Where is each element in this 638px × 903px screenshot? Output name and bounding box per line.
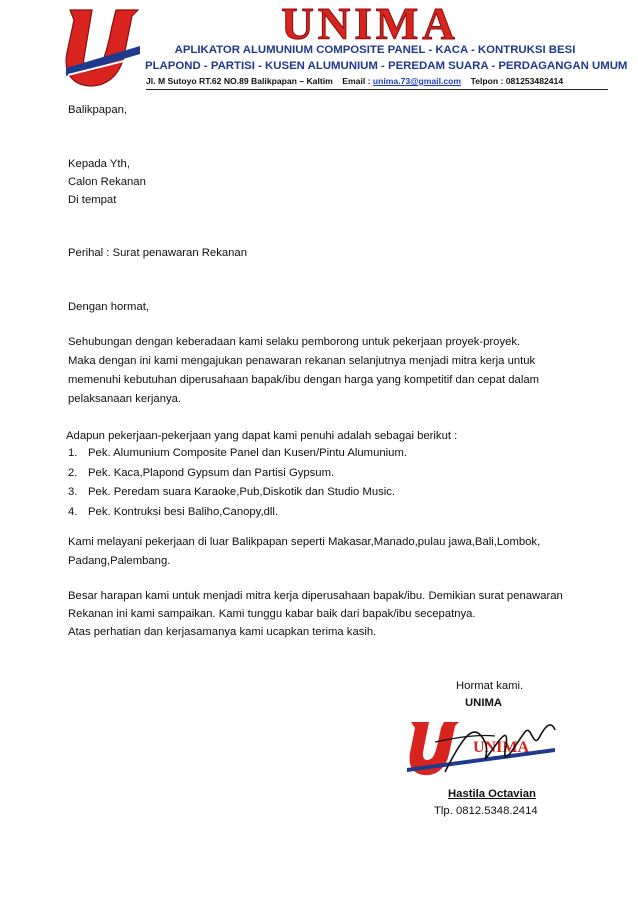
signer-name: Hastila Octavian (448, 788, 536, 800)
list-text: Pek. Alumunium Composite Panel dan Kusen/Pintu Alumunium. (88, 447, 407, 459)
signer-phone: Tlp. 0812.5348.2414 (434, 805, 538, 817)
list-text: Pek. Kaca,Plapond Gypsum dan Partisi Gypsum. (88, 466, 335, 479)
header-divider (146, 89, 608, 90)
service-area-line: Kami melayani pekerjaan di luar Balikpapan seperti Makasar,Manado,pulau jawa,Bali,Lombok, (68, 536, 541, 548)
list-item (68, 483, 407, 503)
place: Balikpapan, (68, 104, 128, 116)
recipient-line: Calon Rekanan (68, 176, 146, 188)
intro-line: Sehubungan dengan keberadaan kami selaku pemborong untuk pekerjaan proyek-proyek. (68, 336, 521, 348)
closing-paragraph-line: Atas perhatian dan kerjasamanya kami ucapkan terima kasih. (68, 626, 377, 638)
list-number: 1. (68, 447, 78, 459)
list-item (68, 464, 407, 484)
closing-paragraph-line: Rekanan ini kami sampaikan. Kami tunggu kabar baik dari bapak/ibu secepatnya. (68, 608, 476, 620)
subject: Perihal : Surat penawaran Rekanan (68, 247, 247, 259)
recipient-line: Kepada Yth, (68, 158, 130, 170)
service-area-line: Padang,Palembang. (68, 555, 171, 567)
recipient-line: Di tempat (68, 194, 117, 206)
signature-stamp-icon (405, 712, 565, 784)
intro-line: pelaksanaan kerjanya. (68, 393, 182, 405)
list-number: 2. (68, 466, 78, 479)
list-item (68, 503, 407, 523)
list-intro: Adapun pekerjaan-pekerjaan yang dapat kami penuhi adalah sebagai berikut : (66, 430, 458, 442)
tagline-line-2: PLAPOND - PARTISI - KUSEN ALUMUNIUM - PEREDAM SUARA - PERDAGANGAN UMUM (145, 60, 628, 72)
brand-name: UNIMA (281, 0, 459, 49)
tagline-line-1: APLIKATOR ALUMUNIUM COMPOSITE PANEL - KACA - KONTRUKSI BESI (174, 44, 576, 56)
closing-paragraph-line: Besar harapan kami untuk menjadi mitra kerja diperusahaan bapak/ibu. Demikian surat penawaran (68, 590, 563, 602)
contact-line (146, 76, 606, 86)
intro-line: Maka dengan ini kami mengajukan penawaran rekanan selanjutnya menjadi mitra kerja untuk (68, 355, 536, 367)
list-number: 3. (68, 486, 78, 498)
list-item (68, 444, 407, 464)
svg-text:UNIMA: UNIMA (473, 739, 529, 756)
work-list (68, 444, 407, 522)
intro-line: memenuhi kebutuhan diperusahaan bapak/ibu dengan harga yang kompetitif dan cepat dalam (68, 374, 540, 386)
list-text: Pek. Peredam suara Karaoke,Pub,Diskotik dan Studio Music. (88, 486, 396, 498)
company-name: UNIMA (465, 697, 503, 709)
closing-salutation: Hormat kami. (456, 680, 524, 692)
greeting: Dengan hormat, (68, 301, 150, 313)
address: Jl. M Sutoyo RT.62 NO.89 Balikpapan – Kaltim (146, 76, 333, 86)
list-text: Pek. Kontruksi besi Baliho,Canopy,dll. (88, 505, 279, 518)
unima-logo-icon (62, 6, 142, 90)
email-link[interactable]: unima.73@gmail.com (372, 76, 462, 86)
list-number: 4. (68, 505, 78, 518)
email-label: Email : (342, 76, 371, 86)
phone: Telpon : 081253482414 (470, 76, 564, 86)
